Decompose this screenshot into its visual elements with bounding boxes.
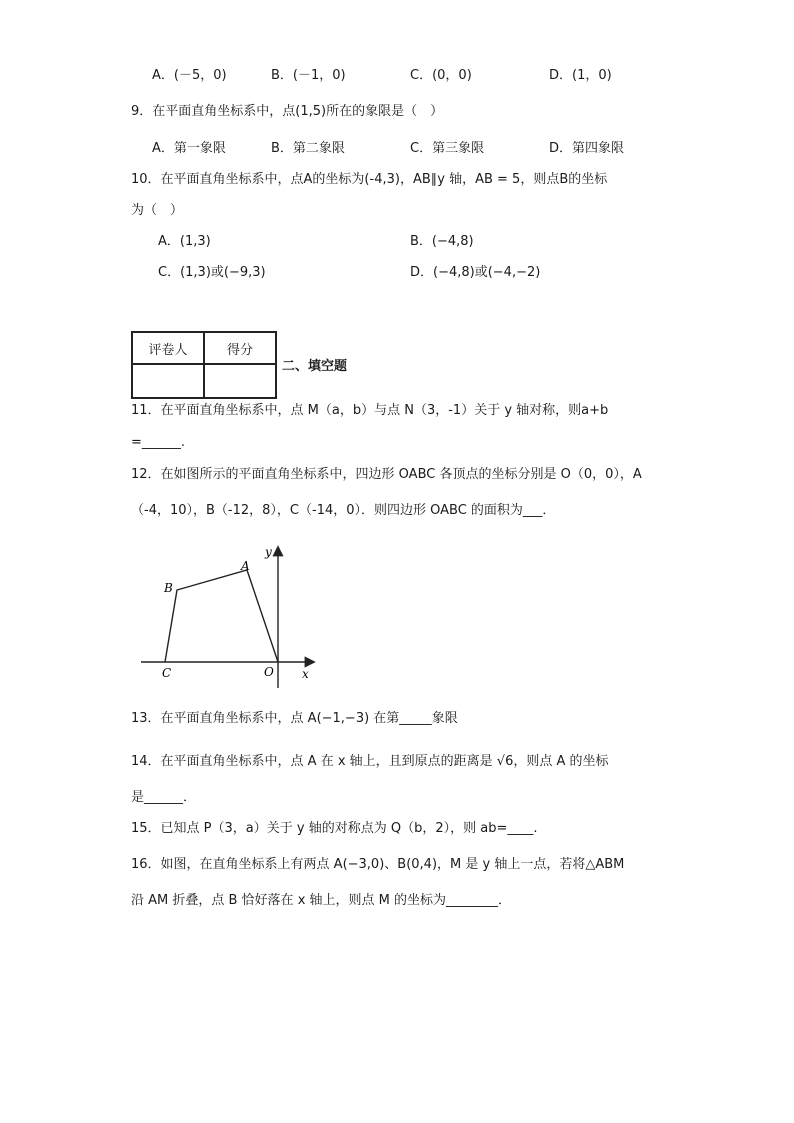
q9-option-d: D．第四象限 [549, 141, 625, 156]
q14-line1: 14．在平面直角坐标系中，点 A 在 x 轴上，且到原点的距离是 √6，则点 A 的坐标 [131, 754, 609, 769]
section-title: 二、填空题 [282, 359, 348, 374]
quadrilateral-oabc [165, 570, 278, 662]
score-table-header-grader: 评卷人 [132, 332, 204, 364]
score-table [131, 331, 277, 399]
q10-stem-line1: 10．在平面直角坐标系中，点A的坐标为(-4,3)，AB∥y 轴，AB = 5，则点B的坐标 [131, 172, 608, 187]
q13-text: 13．在平面直角坐标系中，点 A(−1,−3) 在第_____象限 [131, 711, 458, 726]
q11-line1: 11．在平面直角坐标系中，点 M（a，b）与点 N（3，-1）关于 y 轴对称，则a+b [131, 403, 609, 418]
label-c: C [162, 666, 172, 680]
q15-text: 15．已知点 P（3，a）关于 y 轴的对称点为 Q（b，2），则 ab=____. [131, 821, 538, 836]
label-y: y [265, 545, 272, 559]
q9-stem: 9．在平面直角坐标系中，点(1,5)所在的象限是（ ） [131, 104, 444, 119]
q16-line2: 沿 AM 折叠，点 B 恰好落在 x 轴上，则点 M 的坐标为________． [131, 893, 511, 908]
q8-option-c: C．(0，0) [410, 68, 472, 83]
q9-option-a: A．第一象限 [152, 141, 226, 156]
q12-line2: （-4，10），B（-12，8），C（-14，0）．则四边形 OABC 的面积为___． [131, 503, 556, 518]
q16-line1: 16．如图，在直角坐标系上有两点 A(−3,0)、B(0,4)，M 是 y 轴上一点，若将△ABM [131, 857, 625, 872]
q10-option-d: D．(−4,8)或(−4,−2) [410, 265, 541, 280]
q14-line2: 是______． [131, 790, 197, 805]
q10-option-c: C．(1,3)或(−9,3) [158, 265, 266, 280]
q11-line2: =______. [131, 435, 186, 450]
q9-option-b: B．第二象限 [271, 141, 345, 156]
label-b: B [164, 581, 173, 595]
q8-option-d: D．(1，0) [549, 68, 612, 83]
q8-option-a: A．(－5，0) [152, 68, 227, 83]
score-table-header-score: 得分 [204, 332, 276, 364]
label-o: O [264, 665, 274, 679]
label-a: A [241, 559, 250, 573]
q9-option-c: C．第三象限 [410, 141, 485, 156]
q12-line1: 12．在如图所示的平面直角坐标系中，四边形 OABC 各顶点的坐标分别是 O（0，0），A [131, 467, 642, 482]
q10-stem-line2: 为（ ） [131, 203, 184, 218]
q10-option-a: A．(1,3) [158, 234, 211, 249]
quadrilateral-figure [135, 540, 325, 690]
q8-option-b: B．(－1，0) [271, 68, 346, 83]
label-x: x [302, 667, 309, 681]
q10-option-b: B．(−4,8) [410, 234, 474, 249]
score-table-cell-grader[interactable] [132, 364, 204, 398]
score-table-cell-score[interactable] [204, 364, 276, 398]
